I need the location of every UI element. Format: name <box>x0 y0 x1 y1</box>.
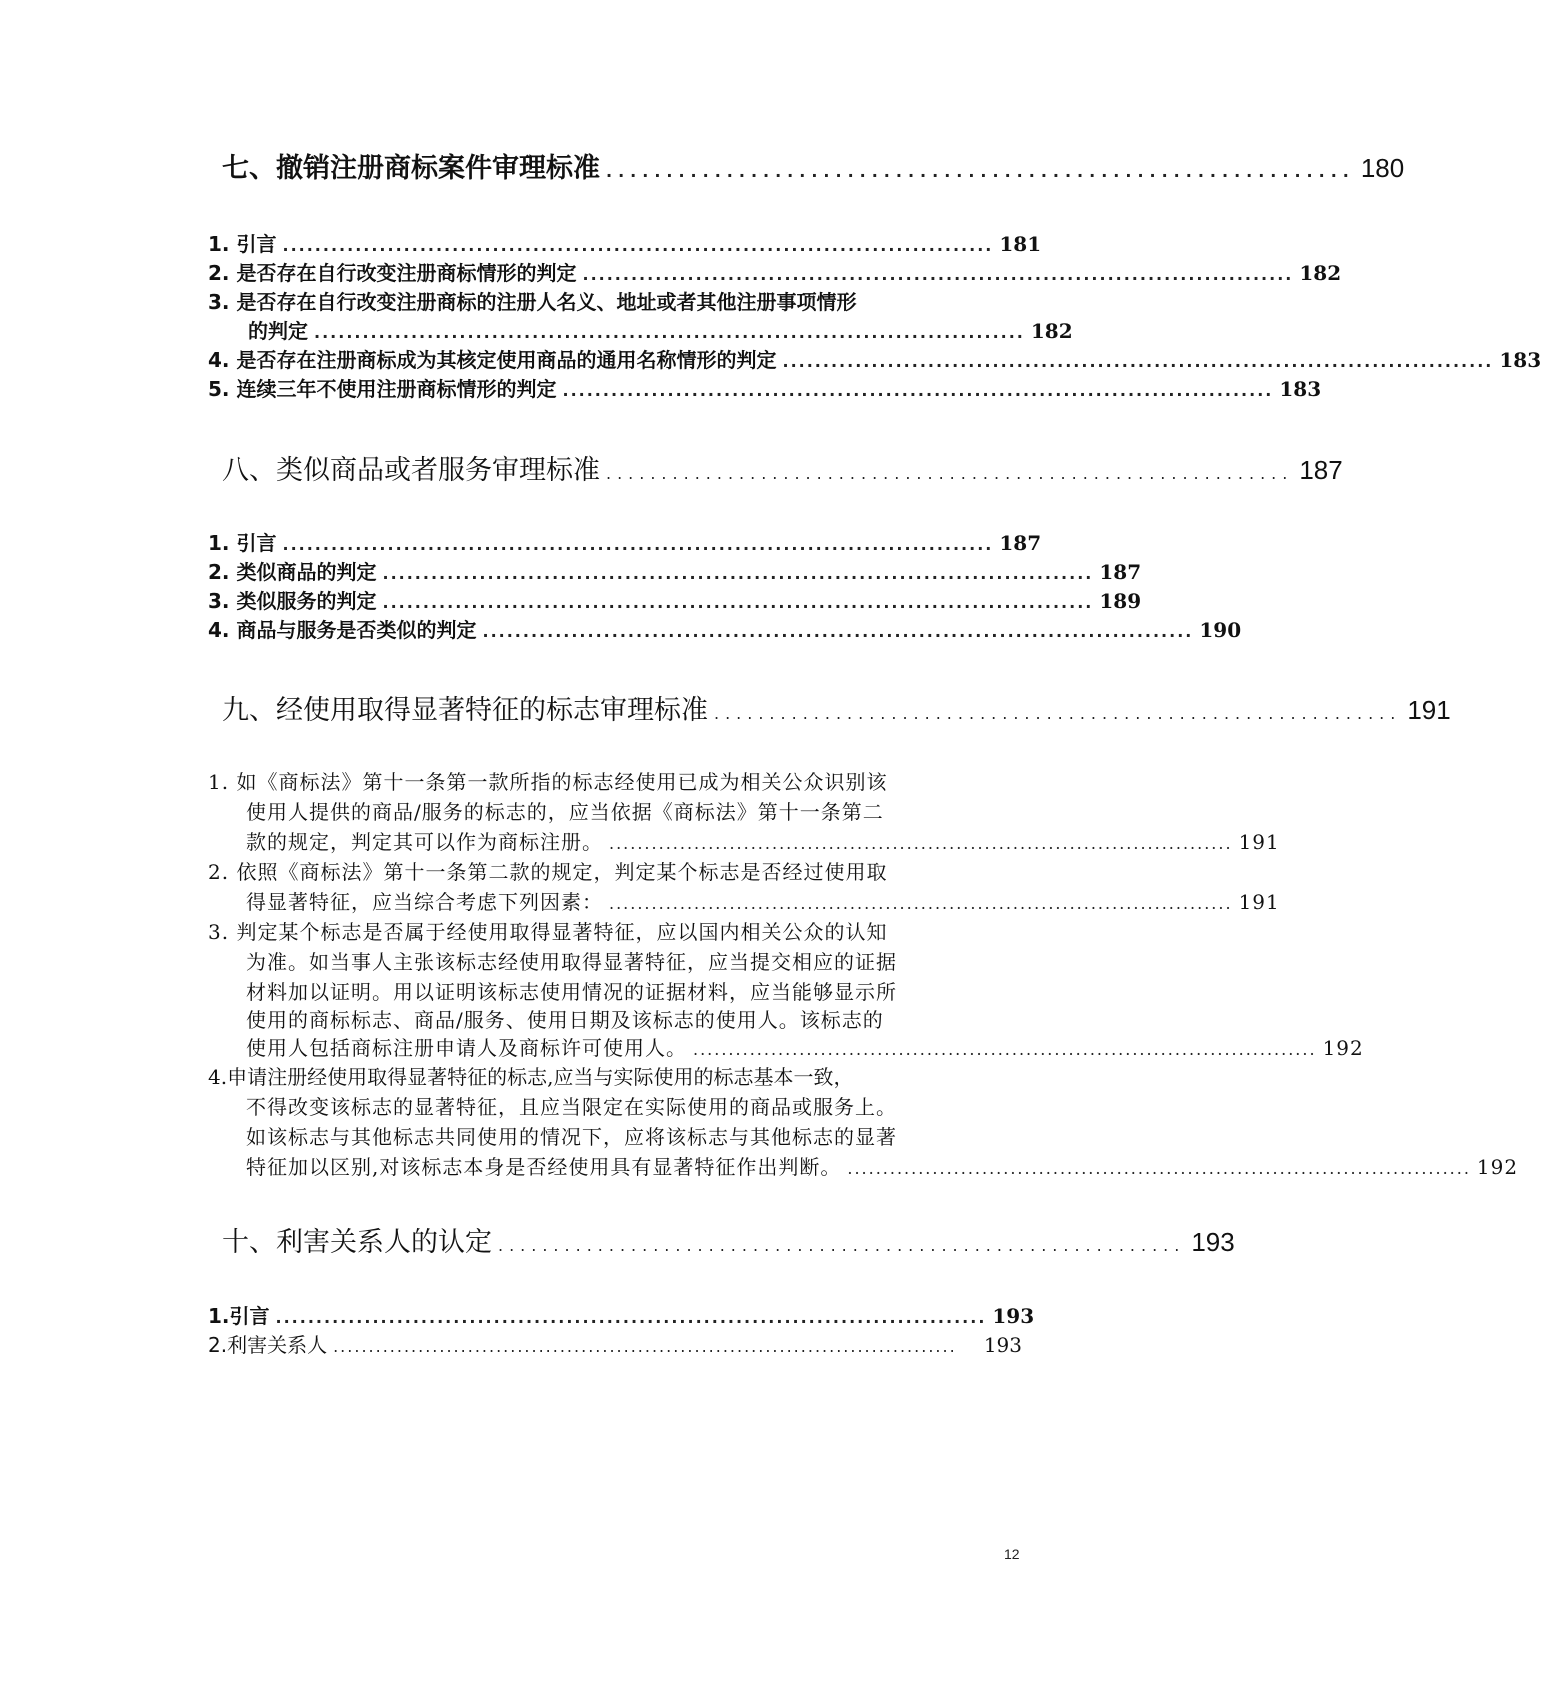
entry-text[interactable]: 2. 依照《商标法》第十一条第二款的规定，判定某个标志是否经过使用取 <box>208 860 888 884</box>
page-number: 192 <box>1476 1155 1519 1179</box>
toc-entry[interactable] <box>208 527 1042 556</box>
leader-dots: ........................................................................................ <box>482 622 1194 641</box>
entry-text[interactable]: 3. 判定某个标志是否属于经使用取得显著特征，应以国内相关公众的认知 <box>208 920 888 944</box>
page-number: 183 <box>1499 348 1541 372</box>
toc-entry[interactable] <box>246 1151 1519 1180</box>
entry-text: 3. 类似服务的判定 <box>208 589 377 613</box>
toc-entry[interactable] <box>208 585 1142 614</box>
toc-entry[interactable] <box>246 1032 1364 1061</box>
entry-text[interactable]: 3. 是否存在自行改变注册商标的注册人名义、地址或者其他注册事项情形 <box>208 290 857 314</box>
toc-entry[interactable] <box>246 826 1280 855</box>
entry-text[interactable]: 不得改变该标志的显著特征，且应当限定在实际使用的商品或服务上。 <box>246 1095 897 1119</box>
leader-dots: .............................................................. <box>606 162 1355 181</box>
toc-entry[interactable] <box>208 556 1142 585</box>
entry-text: 1. 引言 <box>208 232 277 256</box>
page-number: 180 <box>1360 153 1405 183</box>
leader-dots: ........................................................................................ <box>782 352 1494 371</box>
toc-entry[interactable] <box>208 257 1342 286</box>
entry-text: 特征加以区别,对该标志本身是否经使用具有显著特征作出判断。 <box>246 1155 842 1179</box>
entry-text: 1. 引言 <box>208 531 277 555</box>
toc-entry[interactable] <box>208 614 1242 643</box>
toc-section-8[interactable] <box>222 448 1343 487</box>
entry-text: 5. 连续三年不使用注册商标情形的判定 <box>208 377 557 401</box>
entry-text: 2.利害关系人 <box>208 1333 328 1357</box>
toc-entry[interactable] <box>208 1300 1035 1329</box>
entry-text[interactable]: 材料加以证明。用以证明该标志使用情况的证据材料，应当能够显示所 <box>246 980 897 1004</box>
leader-dots: .............................................................. <box>498 1236 1186 1255</box>
entry-text[interactable]: 4.申请注册经使用取得显著特征的标志,应当与实际使用的标志基本一致， <box>208 1065 854 1089</box>
page-number: 190 <box>1199 618 1242 642</box>
section-title: 八、类似商品或者服务审理标准 <box>222 455 600 486</box>
entry-text[interactable]: 为准。如当事人主张该标志经使用取得显著特征，应当提交相应的证据 <box>246 950 897 974</box>
leader-dots: ........................................................................................ <box>275 1308 987 1327</box>
leader-dots: ........................................................................................ <box>382 564 1094 583</box>
leader-dots: ........................................................................................ <box>282 535 994 554</box>
toc-section-7[interactable] <box>222 146 1405 185</box>
footer-page-number: 12 <box>1004 1546 1020 1562</box>
page-number: 183 <box>1279 377 1322 401</box>
toc-entry[interactable] <box>208 373 1322 402</box>
section-title: 十、利害关系人的认定 <box>222 1227 492 1258</box>
entry-text[interactable]: 使用人提供的商品/服务的标志的，应当依据《商标法》第十一条第二 <box>246 800 884 824</box>
toc-section-9[interactable] <box>222 688 1451 727</box>
leader-dots: ........................................................................................ <box>562 381 1274 400</box>
page-number: 193 <box>1191 1227 1235 1257</box>
entry-text[interactable]: 使用的商标标志、商品/服务、使用日期及该标志的使用人。该标志的 <box>246 1008 884 1032</box>
toc-entry[interactable] <box>246 886 1280 915</box>
entry-text: 4. 商品与服务是否类似的判定 <box>208 618 477 642</box>
page-number: 191 <box>1407 695 1451 725</box>
page-number: 187 <box>1299 455 1343 485</box>
entry-text: 4. 是否存在注册商标成为其核定使用商品的通用名称情形的判定 <box>208 348 777 372</box>
entry-text[interactable]: 如该标志与其他标志共同使用的情况下，应将该标志与其他标志的显著 <box>246 1125 897 1149</box>
page-number: 191 <box>1238 890 1280 914</box>
leader-dots: ........................................................................................ <box>609 834 1233 853</box>
page-number: 182 <box>1299 261 1342 285</box>
page-number: 193 <box>983 1333 1022 1357</box>
toc-entry[interactable] <box>208 1329 1022 1358</box>
entry-text: 得显著特征，应当综合考虑下列因素： <box>246 890 603 914</box>
page-number: 191 <box>1238 830 1280 854</box>
page-number: 181 <box>999 232 1042 256</box>
entry-text[interactable]: 1. 如《商标法》第十一条第一款所指的标志经使用已成为相关公众识别该 <box>208 770 888 794</box>
leader-dots: ........................................................................................ <box>282 236 994 255</box>
toc-section-10[interactable] <box>222 1220 1235 1259</box>
entry-text: 使用人包括商标注册申请人及商标许可使用人。 <box>246 1036 687 1060</box>
entry-text: 1.引言 <box>208 1304 270 1328</box>
page-number: 189 <box>1099 589 1142 613</box>
entry-text: 款的规定，判定其可以作为商标注册。 <box>246 830 603 854</box>
toc-entry[interactable] <box>208 228 1042 257</box>
section-title: 九、经使用取得显著特征的标志审理标准 <box>222 695 708 726</box>
page-number: 193 <box>992 1304 1035 1328</box>
entry-text: 2. 是否存在自行改变注册商标情形的判定 <box>208 261 577 285</box>
page-number: 187 <box>1099 560 1142 584</box>
section-title: 七、撤销注册商标案件审理标准 <box>222 153 600 184</box>
page-number: 187 <box>999 531 1042 555</box>
leader-dots: ........................................................................................ <box>314 323 1025 342</box>
page-number: 182 <box>1030 319 1073 343</box>
leader-dots: ........................................................................................ <box>382 593 1094 612</box>
entry-text: 的判定 <box>248 319 308 343</box>
page-number: 192 <box>1322 1036 1364 1060</box>
entry-text: 2. 类似商品的判定 <box>208 560 377 584</box>
toc-entry[interactable] <box>248 315 1073 344</box>
leader-dots: ........................................................................................ <box>847 1159 1471 1178</box>
leader-dots: ........................................................................................ <box>609 894 1233 913</box>
leader-dots: ........................................................................................ <box>333 1337 957 1356</box>
leader-dots: ........................................................................................ <box>693 1040 1317 1059</box>
toc-entry[interactable] <box>208 344 1541 373</box>
leader-dots: ........................................................................................ <box>582 265 1294 284</box>
leader-dots: .............................................................. <box>714 704 1402 723</box>
leader-dots: .............................................................. <box>606 464 1294 483</box>
